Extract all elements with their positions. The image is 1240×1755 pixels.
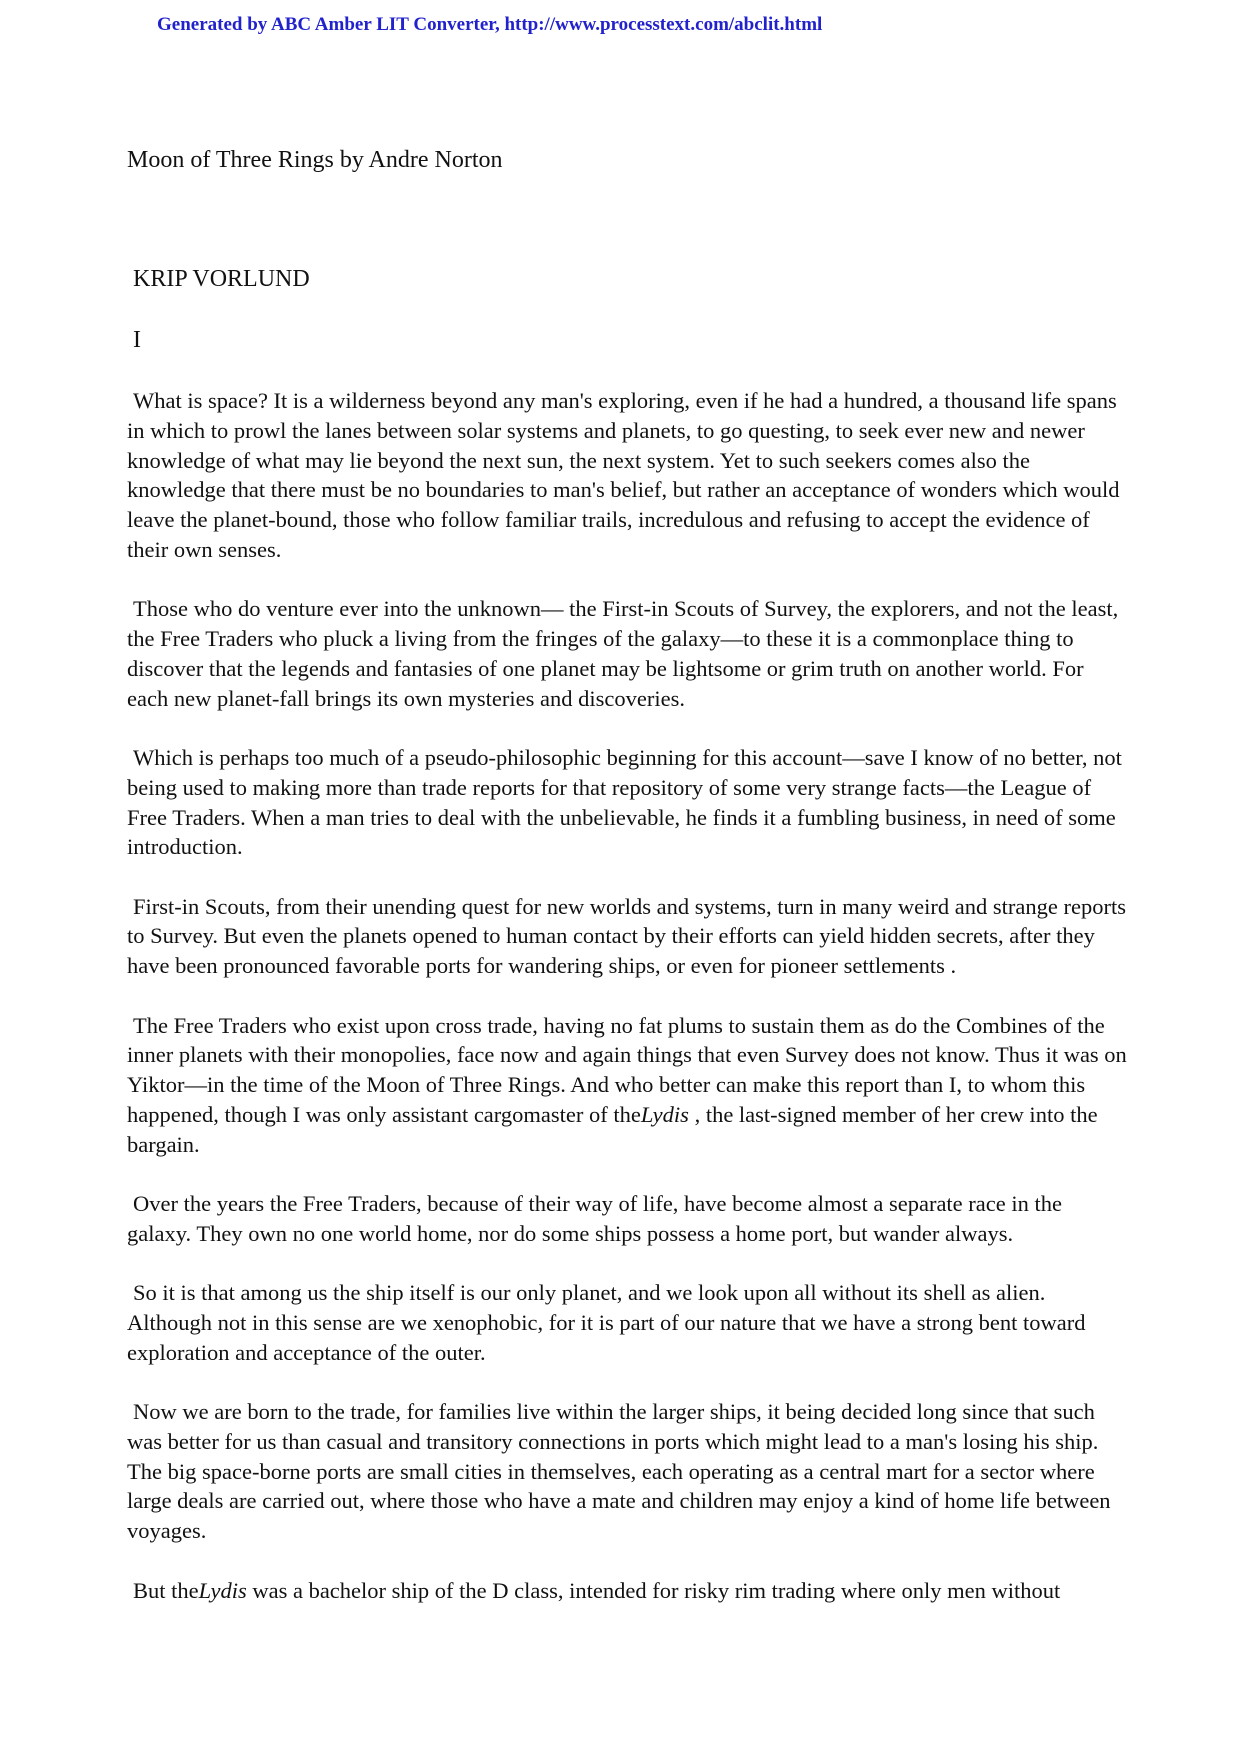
- paragraph-text: The Free Traders who exist upon cross trade, having no fat plums to sustain them as do the Combines of the inner planets with their monopolies, face now and again things that even Survey does not know. Thus it was on Yiktor—in the time of the Moon of Three Rings. And who better can make this report than I, to whom this happened, though I was only assistant cargomaster of the: [127, 1012, 1127, 1127]
- ship-name: Lydis: [198, 1577, 247, 1603]
- paragraph-text: , the last-signed member of her crew into the bargain.: [127, 1101, 1098, 1157]
- section-heading: KRIP VORLUND: [133, 266, 310, 292]
- paragraph: Which is perhaps too much of a pseudo-philosophic beginning for this account—save I know of no better, not being used to making more than trade reports for that repository of some very strange facts—the League of Free Traders. When a man tries to deal with the unbelievable, he finds it a fumbling business, in need of some introduction.: [127, 744, 1122, 860]
- paragraph: [127, 1011, 1127, 1160]
- chapter-number: I: [133, 327, 141, 353]
- paragraph: What is space? It is a wilderness beyond any man's exploring, even if he had a hundred, a thousand life spans in which to prowl the lanes between solar systems and planets, to go questing, to seek ever new and newer knowledge of what may lie beyond the next sun, the next system. Yet to such seekers comes also the knowledge that there must be no boundaries to man's belief, but rather an acceptance of wonders which would leave the planet-bound, those who follow familiar trails, incredulous and refusing to accept the evidence of their own senses.: [127, 388, 1120, 562]
- paragraph: First-in Scouts, from their unending quest for new worlds and systems, turn in many weird and strange reports to Survey. But even the planets opened to human contact by their efforts can yield hidden secrets, after they have been pronounced favorable ports for wandering ships, or even for pioneer settlements .: [127, 893, 1126, 979]
- body-text: [127, 386, 1127, 1635]
- ship-name: Lydis: [640, 1101, 689, 1127]
- paragraph: Over the years the Free Traders, because of their way of life, have become almost a separate race in the galaxy. They own no one world home, nor do some ships possess a home port, but wander always.: [127, 1191, 1062, 1246]
- paragraph: [127, 1576, 1127, 1606]
- paragraph-text: was a bachelor ship of the D class, intended for risky rim trading where only men without: [246, 1577, 1061, 1603]
- paragraph: So it is that among us the ship itself is our only planet, and we look upon all without its shell as alien. Although not in this sense are we xenophobic, for it is part of our nature that we have a strong bent toward exploration and acceptance of the outer.: [127, 1280, 1086, 1365]
- paragraph: Those who do venture ever into the unknown— the First-in Scouts of Survey, the explorers, and not the least, the Free Traders who pluck a living from the fringes of the galaxy—to these it is a commonplace thing to discover that the legends and fantasies of one planet may be lightsome or grim truth on another world. For each new planet-fall brings its own mysteries and discoveries.: [127, 596, 1119, 711]
- paragraph-text: But the: [133, 1577, 199, 1603]
- converter-banner-link[interactable]: Generated by ABC Amber LIT Converter, http://www.processtext.com/abclit.html: [157, 14, 823, 35]
- book-title: Moon of Three Rings by Andre Norton: [127, 147, 503, 173]
- paragraph: Now we are born to the trade, for families live within the larger ships, it being decided long since that such was better for us than casual and transitory connections in ports which might lead to a man's losing his ship. The big space-borne ports are small cities in themselves, each operating as a central mart for a sector where large deals are carried out, where those who have a mate and children may enjoy a kind of home life between voyages.: [127, 1399, 1111, 1544]
